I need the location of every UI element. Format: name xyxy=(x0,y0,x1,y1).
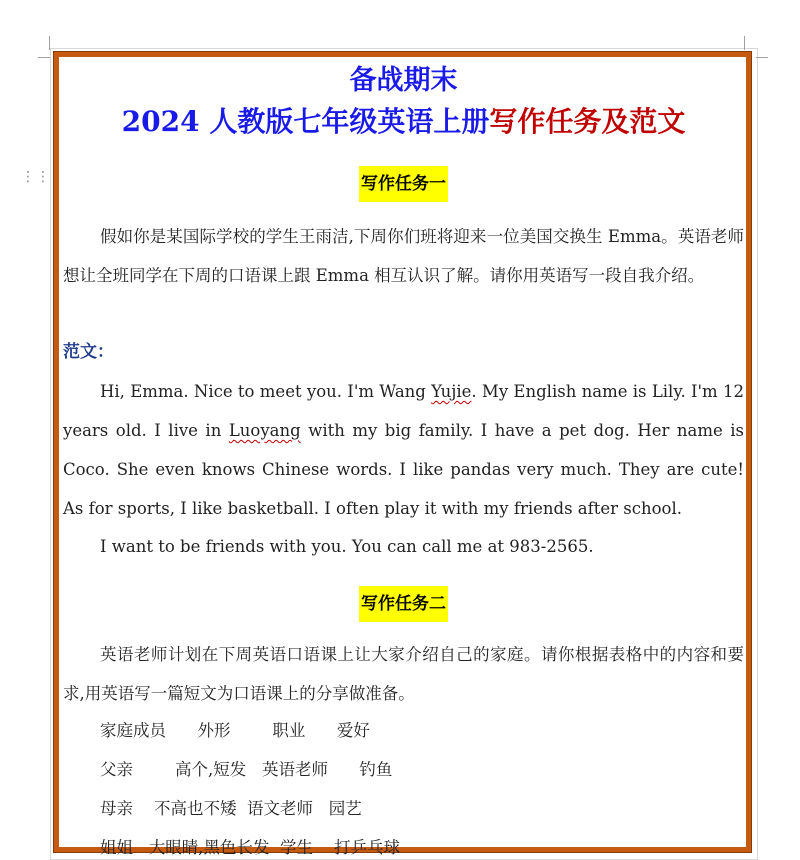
task1-sample-paragraph-1 xyxy=(63,372,744,528)
task1-sample-paragraph-2: I want to be friends with you. You can call me at 983-2565. xyxy=(100,537,594,556)
title-blue-part: 2024 人教版七年级英语上册 xyxy=(121,105,490,138)
task2-label: 写作任务二 xyxy=(359,586,448,622)
task2-heading xyxy=(63,592,744,616)
misspelled-word[interactable]: Yujie xyxy=(431,382,472,401)
table-row: 姐姐 大眼睛,黑色长发 学生 打乒乓球 xyxy=(100,838,400,857)
drag-handle-icon[interactable]: ⋮⋮ xyxy=(21,169,51,185)
task2-prompt: 英语老师计划在下周英语口语课上让大家介绍自己的家庭。请你根据表格中的内容和要求,用英语写一篇短文为口语课上的分享做准备。 xyxy=(63,645,744,703)
title-line-2 xyxy=(63,104,744,140)
title-red-part: 写作任务及范文 xyxy=(489,105,686,138)
sample-text: Hi, Emma. Nice to meet you. I'm Wang xyxy=(100,382,432,401)
sample-text: . My English name is Lily. I'm 12 years old. I live in xyxy=(63,382,744,440)
crop-mark-left-h xyxy=(38,57,50,58)
task1-heading xyxy=(63,172,744,196)
task1-sample-label: 范文： xyxy=(63,342,114,362)
misspelled-word[interactable]: Luoyang xyxy=(228,421,301,440)
table-row: 母亲 不高也不矮 语文老师 园艺 xyxy=(100,799,362,818)
task1-prompt: 假如你是某国际学校的学生王雨洁,下周你们班将迎来一位美国交换生 Emma。英语老师想让全班同学在下周的口语课上跟 Emma 相互认识了解。请你用英语写一段自我介绍。 xyxy=(63,227,744,285)
table-row: 家庭成员 外形 职业 爱好 xyxy=(100,721,370,740)
crop-mark-right-h xyxy=(756,57,768,58)
sample-text: with my big family. I have a pet dog. Her name is Coco. She even knows Chinese words. I like pandas very much. They are cute! As for sports, I like basketball. I often play it with my friends after school. xyxy=(63,421,744,518)
task1-label: 写作任务一 xyxy=(359,166,448,202)
crop-mark-right-v xyxy=(744,36,745,50)
crop-mark-left-v xyxy=(49,36,50,50)
table-row: 父亲 高个,短发 英语老师 钓鱼 xyxy=(100,760,393,779)
title-line-1: 备战期末 xyxy=(349,65,458,96)
